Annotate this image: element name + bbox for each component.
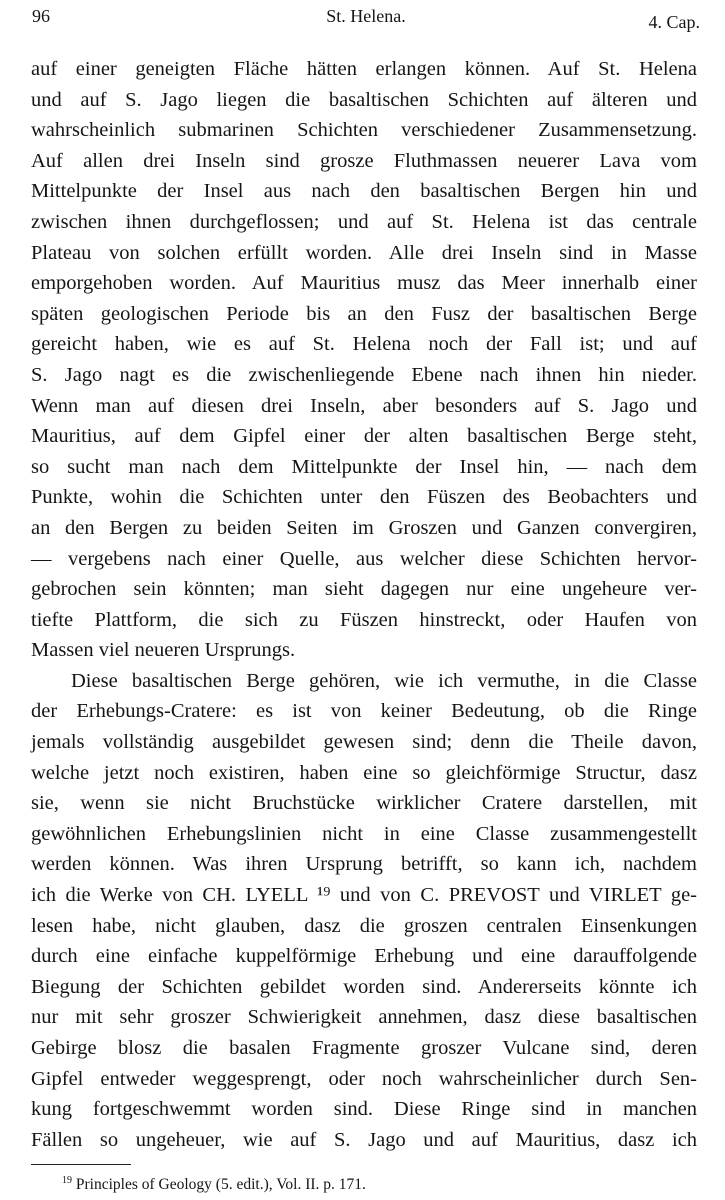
text-line: nur mit sehr groszer Schwierigkeit annehmen, dasz diese basaltischen [31,1006,697,1029]
text-line: tiefte Plattform, die sich zu Füszen hinstreckt, oder Haufen von [31,608,697,631]
text-line: sie, wenn sie nicht Bruchstücke wirklicher Cratere darstellen, mit [31,792,697,815]
text-line: Massen viel neueren Ursprungs. [31,639,296,662]
text-line: Punkte, wohin die Schichten unter den Füszen des Beobachters und [31,486,697,509]
body-text [31,54,697,1155]
text-line: späten geologischen Periode bis an den Fusz der basaltischen Berge [31,302,697,325]
footnote-marker: 19 [62,1174,72,1186]
text-line: Auf allen drei Inseln sind grosze Fluthmassen neuerer Lava vom [31,149,697,172]
text-line: S. Jago nagt es die zwischenliegende Ebene nach ihnen hin nieder. [31,363,697,386]
text-line: — vergebens nach einer Quelle, aus welcher diese Schichten hervor- [31,547,697,570]
text-line: so sucht man nach dem Mittelpunkte der Insel hin, — nach dem [31,455,697,478]
text-line: emporgehoben worden. Auf Mauritius musz das Meer innerhalb einer [31,272,697,295]
text-line: welche jetzt noch existiren, haben eine so gleichförmige Structur, dasz [31,761,697,784]
text-line: auf einer geneigten Fläche hätten erlangen können. Auf St. Helena [31,58,697,80]
text-line: gebrochen sein könnten; man sieht dagegen nur eine ungeheure ver- [31,578,697,601]
text-line: werden können. Was ihren Ursprung betrifft, so kann ich, nachdem [31,853,697,876]
running-header [32,6,700,32]
text-line: an den Bergen zu beiden Seiten im Groszen und Ganzen convergiren, [31,516,697,539]
text-line: Wenn man auf diesen drei Inseln, aber besonders auf S. Jago und [31,394,697,417]
text-line: durch eine einfache kuppelförmige Erhebung und eine darauffolgende [31,945,697,968]
footnote-text: Principles of Geology (5. edit.), Vol. II. p. 171. [75,1176,366,1193]
text-line: lesen habe, nicht glauben, dasz die groszen centralen Einsenkungen [31,914,697,937]
text-line: gewöhnlichen Erhebungslinien nicht in eine Classe zusammengestellt [31,822,697,845]
footnote-divider [31,1164,131,1165]
text-line: wahrscheinlich submarinen Schichten verschiedener Zusammensetzung. [31,119,697,142]
text-line: der Erhebungs-Cratere: es ist von keiner Bedeutung, ob die Ringe [31,700,697,723]
text-line: Plateau von solchen erfüllt worden. Alle drei Inseln sind in Masse [31,241,697,264]
text-line: und auf S. Jago liegen die basaltischen Schichten auf älteren und [31,88,697,111]
running-title: St. Helena. [326,6,406,26]
text-line: ich die Werke von CH. LYELL ¹⁹ und von C. PREVOST und VIRLET ge- [31,884,697,907]
text-line: Gipfel entweder weggesprengt, oder noch wahrscheinlicher durch Sen- [31,1067,697,1090]
text-line: Mittelpunkte der Insel aus nach den basaltischen Bergen hin und [31,180,697,203]
text-line: gereicht haben, wie es auf St. Helena noch der Fall ist; und auf [31,333,697,356]
text-line: kung fortgeschwemmt worden sind. Diese Ringe sind in manchen [31,1098,697,1121]
text-line: jemals vollständig ausgebildet gewesen sind; denn die Theile davon, [31,731,697,754]
text-line: zwischen ihnen durchgeflossen; und auf St. Helena ist das centrale [31,210,697,233]
text-line: Diese basaltischen Berge gehören, wie ich vermuthe, in die Classe [71,669,697,692]
footnote [62,1176,366,1194]
page-number: 96 [32,6,50,26]
chapter-label: 4. Cap. [648,12,700,32]
text-line: Biegung der Schichten gebildet worden sind. Andererseits könnte ich [31,975,697,998]
text-line: Gebirge blosz die basalen Fragmente groszer Vulcane sind, deren [31,1037,697,1059]
text-line: Fällen so ungeheuer, wie auf S. Jago und auf Mauritius, dasz ich [31,1128,697,1151]
text-line: Mauritius, auf dem Gipfel einer der alten basaltischen Berge steht, [31,425,697,448]
